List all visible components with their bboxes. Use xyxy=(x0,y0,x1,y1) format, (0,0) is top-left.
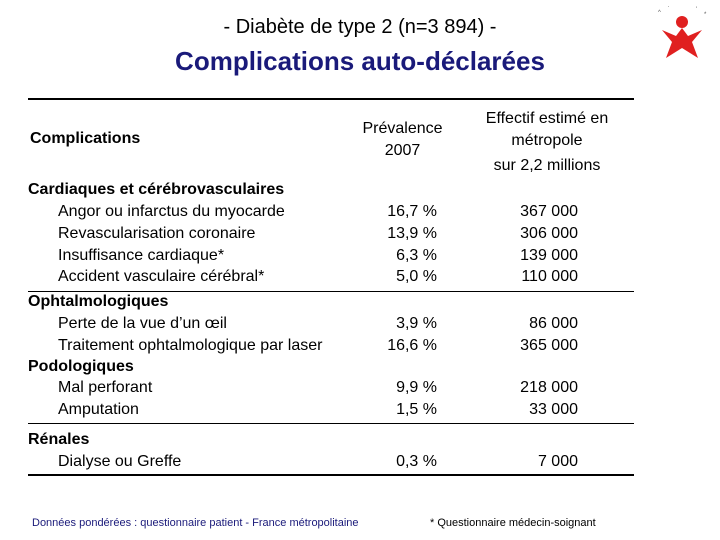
column-header-complications: Complications xyxy=(30,130,141,147)
row-effectif: 86 000 xyxy=(529,315,578,332)
table-top-rule xyxy=(28,98,634,100)
column-header-effectif xyxy=(472,108,622,177)
row-label: Angor ou infarctus du myocarde xyxy=(58,203,285,220)
row-label: Amputation xyxy=(58,401,139,418)
svg-text:^: ^ xyxy=(658,10,661,16)
page-title: Complications auto-déclarées xyxy=(175,46,545,76)
row-label: Dialyse ou Greffe xyxy=(58,453,182,470)
row-effectif: 365 000 xyxy=(520,337,578,354)
row-effectif: 33 000 xyxy=(529,401,578,418)
footer-asterisk-note: * Questionnaire médecin-soignant xyxy=(430,517,596,529)
row-effectif: 218 000 xyxy=(520,379,578,396)
row-label: Traitement ophtalmologique par laser xyxy=(58,337,323,354)
row-prevalence: 5,0 % xyxy=(396,268,437,285)
section-divider xyxy=(28,423,634,424)
row-label: Mal perforant xyxy=(58,379,153,396)
row-label: Accident vasculaire cérébral* xyxy=(58,268,265,285)
svg-text:*: * xyxy=(704,12,707,18)
row-effectif: 306 000 xyxy=(520,225,578,242)
row-prevalence: 0,3 % xyxy=(396,453,437,470)
row-prevalence: 16,7 % xyxy=(387,203,437,220)
svg-text:': ' xyxy=(668,6,670,12)
effectif-header-line-1: Effectif estimé en xyxy=(485,110,609,127)
category-cardio: Cardiaques et cérébrovasculaires xyxy=(28,181,285,198)
row-effectif: 110 000 xyxy=(521,268,578,285)
svg-text:': ' xyxy=(696,7,698,13)
category-renal: Rénales xyxy=(28,431,90,448)
prevalence-header-line-2: 2007 xyxy=(384,142,421,159)
effectif-header-line-3: sur 2,2 millions xyxy=(493,157,601,174)
row-effectif: 7 000 xyxy=(537,453,578,470)
prevalence-header-line-1: Prévalence xyxy=(362,120,443,137)
row-prevalence: 3,9 % xyxy=(396,315,437,332)
row-label: Insuffisance cardiaque* xyxy=(58,247,225,264)
row-effectif: 139 000 xyxy=(520,247,578,264)
row-prevalence: 16,6 % xyxy=(387,337,437,354)
row-prevalence: 1,5 % xyxy=(396,401,437,418)
effectif-header-line-2: métropole xyxy=(511,132,583,149)
row-prevalence: 6,3 % xyxy=(396,247,437,264)
row-effectif: 367 000 xyxy=(520,203,578,220)
row-prevalence: 13,9 % xyxy=(387,225,437,242)
column-header-prevalence xyxy=(355,118,450,162)
footer-source-note: Données pondérées : questionnaire patient - France métropolitaine xyxy=(32,517,359,529)
star-figure-logo-icon xyxy=(652,6,712,62)
table-bottom-rule xyxy=(28,474,634,476)
section-divider xyxy=(28,291,634,292)
category-podo: Podologiques xyxy=(28,358,134,375)
title-line-1: - Diabète de type 2 (n=3 894) - xyxy=(223,16,497,38)
row-label: Perte de la vue d’un œil xyxy=(58,315,227,332)
row-label: Revascularisation coronaire xyxy=(58,225,256,242)
category-ophtalmo: Ophtalmologiques xyxy=(28,293,169,310)
row-prevalence: 9,9 % xyxy=(396,379,437,396)
